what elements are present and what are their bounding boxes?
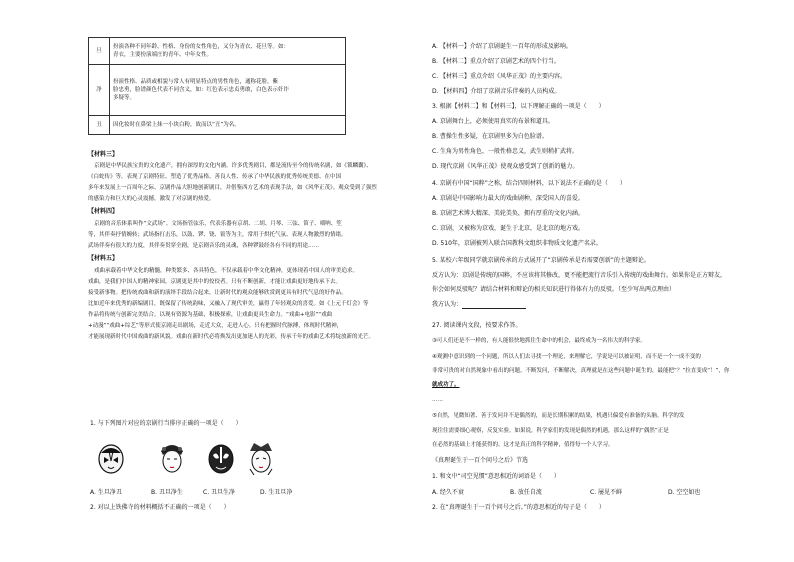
paragraph-line: 戏曲承载着中华文化的精髓，种类繁多、各具特色，不仅承载着中华文化精神，更体现着中国人的审美追求。 — [94, 268, 359, 274]
paragraph-line: 《白蛇传》等。表现了京剧特征、塑造了优秀品格、善良人性、传承了中华民族的优秀传统美德、在中国 — [88, 174, 342, 180]
paragraph-line: 非常可贵的对自然现象中看出的问题。不断发问，不断解决，真理就是在这些问题中诞生的，最能把“？”拉直变成“！”，你 — [432, 368, 730, 374]
ellipsis: …… — [432, 397, 443, 403]
paragraph-line: ④观测中意识到的一个问题，所以人们去寻找一个理论，来理解它，学说是可以被证明，而不是一个一成不变的 — [432, 354, 701, 360]
paragraph-line: 武场伴奏有很大的力度，其伴奏贯穿全剧，是京剧音乐的灵魂，各种锣鼓经各有不同的用途…… — [88, 243, 320, 249]
answer-blank[interactable] — [462, 302, 526, 309]
paragraph-line: 的感染力和巨大的心灵震撼，激发了对京剧的热爱。 — [88, 196, 215, 202]
reading-question-1: 1. 和文中“司空见惯”意思相近的词语是（ ） — [432, 473, 560, 480]
r1-option-d[interactable]: D. 空空如也 — [668, 489, 701, 496]
role-table — [88, 37, 346, 135]
material-5-title: 【材料五】 — [88, 255, 119, 262]
table-row — [89, 116, 346, 135]
q1-option-c[interactable]: C. 丑旦生净 — [203, 489, 236, 496]
question-5-line: 反方认为：京剧是传统的国粹，不应该将其修改，更不能把流行音乐引入传统的戏曲舞台。如果你是正方辩友， — [432, 272, 727, 279]
question-3: 3. 根据【材料二】和【材料三】，以下理解正确的一项是（ ） — [432, 103, 605, 110]
role-desc: 扮演各种不同年龄、性格、身份的女性角色，又分为青衣、花旦等。如： 青衣，主要扮演端庄的青年、中年女性。 — [110, 38, 346, 65]
question-27: 27. 阅读课内文段，按要求作答。 — [432, 322, 522, 329]
q1-option-a[interactable]: A. 生旦净丑 — [90, 489, 122, 496]
paragraph-line: 作品将传统与创新完美结合。以现有资源为基础，积极探索，让戏曲更具生命力。“戏曲+电影”“戏曲 — [88, 312, 333, 318]
q3-option-b[interactable]: B. 曹操生性多疑，在京剧里多为白色脸谱。 — [432, 133, 548, 140]
q4-option-a[interactable]: A. 京剧是中国影响力最大的戏曲剧种，深受国人的喜爱。 — [432, 195, 584, 202]
r1-option-a[interactable]: A. 经久不衰 — [432, 489, 464, 496]
paragraph-line: ⑤自然，见微知著、善于发问并不是偶然的，而是长期积累的结果，机遇只偏爱有准备的头脑。科学的发 — [432, 413, 685, 419]
paragraph-line: 京剧的音乐体系叫作“文武场”。文场指管弦乐，代表乐器有京胡、二胡、月琴、三弦、笛子、唢呐、笙 — [94, 221, 342, 227]
role-key: 旦 — [89, 38, 110, 65]
r1-option-b[interactable]: B. 放任自流 — [510, 489, 542, 496]
role-key: 净 — [89, 65, 110, 116]
material-4-title: 【材料四】 — [88, 208, 119, 215]
opera-mask-jing-painted-icon — [206, 441, 236, 475]
question-5-line: 你会如何反驳呢？请结合材料和辩论的相关知识进行得体有力的反驳。（至少写出两点理由） — [432, 286, 676, 293]
paragraph-line: 接受新事物。把传统戏曲和新的演绎手段结合起来，让新时代的观众能够欣赏到更具有时代气息的好作品。 — [88, 290, 347, 296]
paragraph-line: 戏曲，是我们中国人的精神家园，京剧更是其中的佼佼者。只有不断创新，才能让戏曲更好地传承下去。 — [88, 279, 342, 285]
q1-option-b[interactable]: B. 丑旦净生 — [151, 489, 183, 496]
opera-mask-jing-icon — [96, 441, 126, 475]
q4-option-c[interactable]: C. 京剧，又被称为京戏，诞生于北京，是北京的地方戏。 — [432, 225, 585, 232]
role-desc: 扮演性格、品质或相貌与常人有明显特点的男性角色，通称花脸。紫 脸忠勇，脸谱颜色代表不同含义，如：红色表示忠贞勇敢，白色表示奸诈 多疑等。 — [110, 65, 346, 116]
paragraph-line: +动漫”“戏曲+综艺”等形式使京剧走出剧场，走近大众，走进人心。只有把握时代脉搏，体现时代精神， — [88, 323, 343, 329]
paragraph-line: 比如近年来优秀的新编剧目，既保留了传统韵味，又融入了现代审美，赢得了年轻观众的喜爱。如《上元千灯会》等 — [88, 301, 369, 307]
question-5: 5. 某校六年级同学就京剧传承的方式展开了“京剧传承是否需要创新”的主题辩论。 — [432, 257, 650, 264]
opera-mask-sheng-icon — [246, 441, 276, 475]
q3-option-a[interactable]: A. 京剧舞台上，必须使用真实的布景和道具。 — [432, 118, 554, 125]
paragraph-line: 就成功了。 — [432, 382, 460, 388]
q3-option-c[interactable]: C. 生角为男性角色，一般性格忠义，武生则稍扩武将。 — [432, 148, 579, 155]
question-1: 1. 与下列图片对应的京剧行当排序正确的一项是（ ） — [90, 420, 242, 427]
q3-option-d[interactable]: D. 现代京剧《风华正茂》使观众感受到了创新的魅力。 — [432, 163, 579, 170]
role-desc: 因化妆时在鼻梁上抹一小块白粉，故而以“丑”为名。 — [110, 116, 346, 135]
paragraph-line: 京剧是中华民族宝贵的文化遗产，拥有深厚的文化内涵。许多优秀剧目，都是流传至今的传统名剧，如《锁麟囊》、 — [94, 163, 372, 169]
paragraph-line: 多年来发展上一百周年之际、京剧作品大胆地创新剧目，并借鉴西方艺术的表现手法，如《风华正茂》。观众受到了强烈 — [88, 185, 377, 191]
reading-question-2: 2. 在“真理诞生于一百个问号之后。”的意思相近的句子是（ ） — [432, 504, 605, 511]
question-4: 4. 京剧有中国“国粹”之称，结合四则材料，以下说法不正确的是（ ） — [432, 180, 626, 187]
q4-option-d[interactable]: D. 510年，京剧被列入联合国教科文组织非物质文化遗产名录。 — [432, 240, 602, 247]
material-3-title: 【材料三】 — [88, 151, 119, 158]
q2-option-a[interactable]: A. 【材料一】介绍了京剧诞生一百年的形成及影响。 — [432, 43, 572, 50]
question-2: 2. 对以上铁佛寺的材料概括不正确的一项是（ ） — [90, 504, 230, 511]
role-key: 丑 — [89, 116, 110, 135]
answer-prompt: 我方认为： — [432, 301, 526, 309]
q2-option-c[interactable]: C. 【材料三】重点介绍《风华正茂》的主要内容。 — [432, 73, 567, 80]
paragraph-line: ③可人们还是不一样的，有人能很快地抓住生命中的机会，最终成为一名伟大的科学家。 — [432, 338, 646, 344]
table-row — [89, 38, 346, 65]
q1-option-d[interactable]: D. 生丑旦净 — [260, 489, 293, 496]
paragraph-line: 才能展现新时代中国戏曲的新风貌。戏曲在新时代必将焕发出更加迷人的光彩，传承千年的戏曲艺术将绽放新的光芒。 — [88, 334, 375, 340]
paragraph-line: 等，其伴奏抒情婉转；武场指打击乐，以鼓、锣、铙、钹等为主，常用于烘托气氛、表现人物激烈的情绪。 — [88, 232, 347, 238]
paragraph-line: 现往往需要细心观察，反复实验。如果说，科学家们的发现是偶然的机遇，那么这样的“偶然”正是 — [432, 428, 669, 434]
q2-option-d[interactable]: D. 【材料四】介绍了京剧音乐伴奏的人员构成。 — [432, 88, 561, 95]
q2-option-b[interactable]: B. 【材料二】重点介绍了京剧艺术的四个行当。 — [432, 58, 560, 65]
q4-option-b[interactable]: B. 京剧艺术博大精深、美轮美奂，拥有厚重的文化内涵。 — [432, 210, 584, 217]
paragraph-line: 在必然的基础上才能获得的。这才是真正的科学精神，值得每一个人学习。 — [432, 442, 614, 448]
opera-mask-dan-icon — [157, 441, 187, 475]
table-row — [89, 65, 346, 116]
r1-option-c[interactable]: C. 屡见不鲜 — [590, 489, 623, 496]
source-title: 《真理诞生于一百个问号之后》节选 — [432, 457, 529, 464]
